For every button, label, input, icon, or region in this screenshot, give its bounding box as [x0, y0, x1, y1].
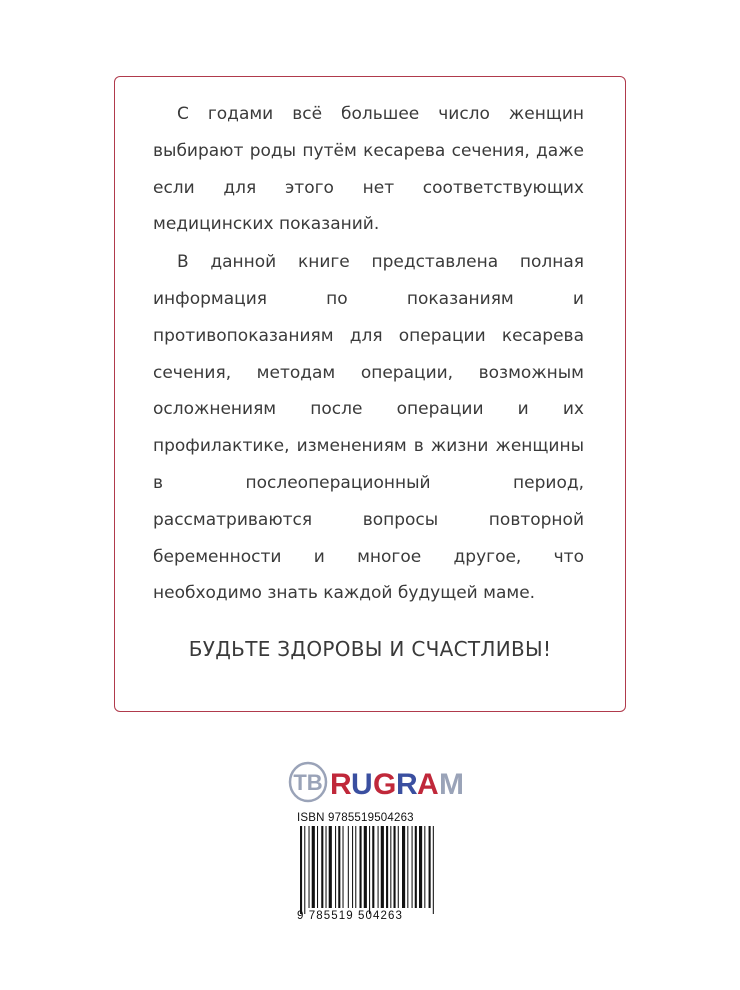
isbn-label: ISBN 9785519504263 [297, 812, 414, 824]
barcode-bar [381, 826, 384, 908]
publisher-logo [288, 760, 464, 804]
barcode-bar [326, 826, 327, 908]
description-text [153, 96, 584, 612]
barcode-bar [402, 826, 405, 908]
barcode-bar [317, 826, 318, 908]
barcode-bar [433, 826, 434, 914]
barcode-bar [424, 826, 425, 908]
barcode-bar [309, 826, 310, 908]
barcode-bar [419, 826, 422, 908]
barcode-bar [360, 826, 362, 908]
barcode-bar [321, 826, 323, 908]
barcode [297, 826, 447, 914]
barcode-bar [429, 826, 431, 908]
logo-letter: U [351, 768, 373, 801]
slogan: БУДЬТЕ ЗДОРОВЫ И СЧАСТЛИВЫ! [188, 637, 552, 661]
logo-prefix: ТВ [293, 770, 323, 795]
barcode-bar [398, 826, 399, 908]
description-paragraph-1: С годами всё большее число женщин выбирают роды путём кесарева сечения, даже если для этого нет соответствующих медицинских показаний. [153, 104, 584, 235]
barcode-bar [372, 826, 374, 908]
barcode-bar [348, 826, 349, 908]
barcode-bar [355, 826, 356, 908]
barcode-bar [304, 826, 305, 914]
barcode-bar [386, 826, 388, 908]
barcode-bar [407, 826, 408, 908]
barcode-digits: 9 785519 504263 [297, 910, 404, 922]
barcode-bar [369, 826, 370, 914]
logo-letter: A [417, 768, 439, 801]
barcode-bar [352, 826, 353, 908]
barcode-bar [338, 826, 340, 908]
logo-letter: G [373, 768, 397, 801]
barcode-bar [335, 826, 336, 908]
barcode-bar [390, 826, 391, 908]
barcode-bar [329, 826, 332, 908]
barcode-bar [300, 826, 302, 914]
barcode-bar [343, 826, 344, 908]
description-paragraph-2: В данной книге представлена полная информация по показаниям и противопоказаниям для операции кесарева сечения, методам операции, возможным осложнениям после операции и их профилактике, изменениям в жизни женщины в послеоперационный период, рассматриваются вопросы повторной беременности и многое другое, что необходимо знать каждой будущей маме. [153, 252, 584, 604]
logo-letter: R [396, 768, 418, 801]
barcode-bar [415, 826, 417, 908]
barcode-bar [364, 826, 367, 908]
barcode-bar [394, 826, 396, 908]
barcode-bar [378, 826, 379, 908]
logo-letter: R [330, 768, 352, 801]
logo-letter: M [439, 768, 464, 801]
barcode-bar [312, 826, 315, 908]
barcode-bar [412, 826, 413, 908]
